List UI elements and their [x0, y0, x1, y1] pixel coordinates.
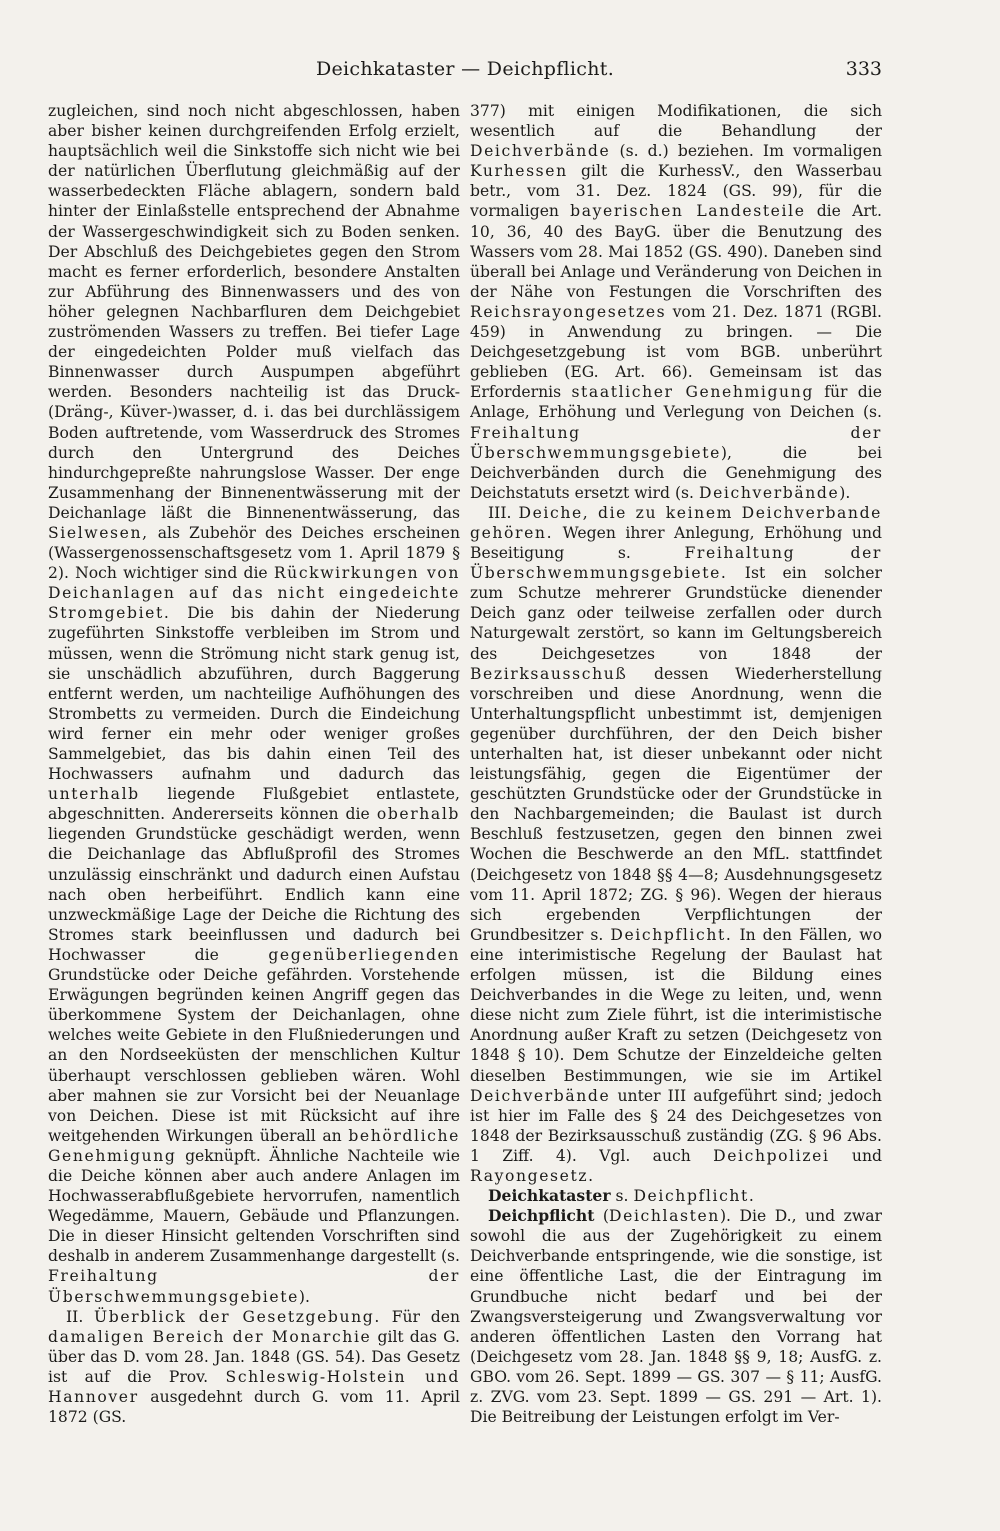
spaced-term: Deichverbände: [470, 142, 611, 161]
text-run: Für den: [391, 1307, 460, 1326]
spaced-term: unterhalb: [48, 785, 140, 804]
text-run: In den Fällen, wo eine interimistische Regelung der Baulast hat erfolgen müssen, ist die Bildung eines Deichverbandes in die Wege zu leiten, und, wenn diese nicht zum Ziele führt, ist die interimistische Anordnung außer Kraft zu setzen (Deichgesetz von 1848 § 10). Dem Schutze der Einzeldeiche gelten dieselben Bestimmungen, wie sie im Artikel: [470, 925, 882, 1085]
text-run: für die Anlage, Erhöhung und Verlegung von Deichen (s.: [470, 383, 882, 422]
paragraph-deich-effects: [48, 101, 460, 1307]
text-run: (: [602, 1207, 610, 1226]
text-run: unter III aufgeführt sind; jedoch ist hier im Falle des § 24 des Deichgesetzes von 1848 der Bezirksausschuß zuständig (ZG. § 96 Abs. 1 Ziff. 4). Vgl. auch: [470, 1086, 882, 1165]
spaced-term: behördliche Genehmigung: [48, 1126, 460, 1165]
section-number: II.: [66, 1307, 84, 1326]
text-run: ), die bei Deichverbänden durch die Genehmigung des Deichstatuts ersetzt wird (s.: [470, 443, 882, 502]
text-run: ).: [298, 1287, 310, 1306]
section-heading: Überblick der Gesetzgebung.: [94, 1307, 381, 1326]
text-run: Grundstücke oder Deiche gefährden. Vorstehende Erwägungen begründen keinen Angriff gegen das überkommene System der Deichanlagen, ohne welches weite Gebiete in den Flußniederungen und an den Nordseeküsten der menschlichen Kultur überhaupt verschlossen geblieben wären. Wohl aber mahnen sie zur Vorsicht bei der Neuanlage von Deichen. Diese ist mit Rücksicht auf ihre weitgehenden Wirkungen überall an: [48, 966, 460, 1145]
page-number: 333: [845, 58, 882, 80]
paragraph-legislation-cont: [470, 101, 882, 503]
spaced-term: Rayongesetz.: [470, 1166, 595, 1185]
spaced-term: Freihaltung der Überschwemmungsgebiete: [470, 423, 882, 462]
text-run: gilt die KurhessV., den Wasserbau betr., vom 31. Dez. 1824 (GS. 99), für die vormaligen: [470, 162, 882, 221]
spaced-term: Deichpflicht.: [610, 925, 733, 944]
paragraph-section-ii: [48, 1307, 460, 1428]
spaced-term: Freihaltung der Überschwemmungsgebiete: [48, 1267, 460, 1306]
text-run: zugleichen, sind noch nicht abgeschlossen, haben aber bisher keinen durchgreifenden Erfolg erzielt, hauptsächlich weil die Sinkstoffe sich nicht wie bei der natürlichen Überflutung gleichmäßig auf der wasserbedeckten Fläche ablagern, sondern bald hinter der Einlaßstelle entsprechend der Abnahme der Wassergeschwindigkeit sich zu Boden senken. Der Abschluß des Deichgebietes gegen den Strom macht es ferner erforderlich, besondere Anstalten zur Abführung des Binnenwassers und des von höher gelegnen Nachbarfluren dem Deichgebiet zuströmenden Wassers zu treffen. Bei tiefer Lage der eingedeichten Polder muß vielfach das Binnenwasser durch Auspumpen abgeführt werden. Besonders nachteilig ist das Druck- (Dräng-, Küver-)wasser, d. i. das bei durchlässigem Boden auftretende, vom Wasserdruck des Stromes durch den Untergrund des Deiches hindurchgepreßte nahrungslose Wasser. Der enge Zusammenhang der Binnenentwässerung mit der Deichanlage läßt die Binnenentwässerung, das: [48, 102, 460, 522]
text-run: gilt das G. über das D. vom 28. Jan. 1848 (GS. 54). Das Gesetz ist auf die Prov.: [48, 1327, 460, 1386]
running-head: Deichkataster — Deichpflicht.: [315, 58, 615, 80]
spaced-term: Deichverbände: [698, 483, 840, 502]
text-run: s.: [615, 1187, 629, 1206]
right-column: [470, 101, 882, 1481]
spaced-term: damaligen Bereich der Monarchie: [48, 1327, 372, 1346]
text-run: dessen Wiederherstellung vorschreiben und diese Anordnung, wenn die Unterhaltungspflicht unbestimmt ist, demjenigen gegenüber durchführen, der den Deich bisher unterhalten hat, ist dieser unbekannt oder nicht leistungsfähig, gegen die Eigentümer der geschützten Grundstücke oder der Grundstücke in den Nachbargemeinden; die Baulast ist durch Beschluß festzusetzen, gegen den binnen zwei Wochen die Beschwerde an den MfL. stattfindet (Deichgesetz von 1848 §§ 4—8; Ausdehnungsgesetz vom 11. April 1872; ZG. § 96). Wegen der hieraus sich ergebenden Verpflichtungen der Grundbesitzer s.: [470, 664, 882, 944]
spaced-term: bayerischen Landesteile: [570, 202, 806, 221]
spaced-term: gegenüberliegenden: [268, 945, 460, 964]
text-run: geknüpft. Ähnliche Nachteile wie die Deiche können aber auch andere Anlagen im Hochwasserabflußgebiete hervorrufen, namentlich Wegedämme, Mauern, Gebäude und Pflanzungen. Die in dieser Hinsicht geltenden Vorschriften sind deshalb in anderem Zusammenhange dargestellt (s.: [48, 1146, 460, 1266]
text-run: ). Die D., und zwar sowohl die aus der Zugehörigkeit zu einem Deichverbande entspringende, wie die sonstige, ist eine öffentliche Last, die der Eintragung im Grundbuche nicht bedarf und bei der Zwangsversteigerung und Zwangsverwaltung vor anderen öffentlichen Lasten den Vorrang hat (Deichgesetz vom 28. Jan. 1848 §§ 9, 18; AusfG. z. GBO. vom 26. Sept. 1899 — GS. 307 — § 11; AusfG. z. ZVG. vom 23. Sept. 1899 — GS. 291 — Art. 1). Die Beitreibung der Leistungen erfolgt im Ver-: [470, 1207, 882, 1427]
entry-headword: Deichkataster: [488, 1186, 611, 1206]
page-header: [48, 58, 882, 88]
text-run: und: [851, 1146, 882, 1165]
text-run: 377) mit einigen Modifikationen, die sich wesentlich auf die Behandlung der: [470, 102, 882, 141]
spaced-term: Freihaltung der Überschwemmungsgebiete.: [470, 544, 882, 583]
text-run: vom 21. Dez. 1871 (RGBl. 459) in Anwendung zu bringen. — Die Deichgesetzgebung ist vom BGB. unberührt geblieben (EG. Art. 66). Gemeinsam ist das Erfordernis: [470, 302, 882, 402]
spaced-term: staatlicher Genehmigung: [571, 383, 814, 402]
paragraph-section-iii: [470, 503, 882, 1186]
entry-headword: Deichpflicht: [488, 1206, 595, 1226]
spaced-term: oberhalb: [376, 805, 460, 824]
spaced-term: Bezirksausschuß: [470, 664, 628, 683]
text-run: liegende Flußgebiet entlastete, abgeschnitten. Andererseits können die: [48, 785, 460, 824]
spaced-term: Reichsrayongesetzes: [470, 302, 667, 321]
entry-deichpflicht: [470, 1206, 882, 1427]
section-heading: Deiche, die zu keinem Deichverbande gehören.: [470, 503, 882, 542]
spaced-term: Kurhessen: [470, 162, 568, 181]
spaced-term: Deichlasten: [609, 1207, 720, 1226]
text-run: Wegen ihrer Anlegung, Erhöhung und Beseitigung s.: [470, 523, 882, 563]
text-run: ausgedehnt durch G. vom 11. April 1872 (GS.: [48, 1388, 460, 1427]
text-run: als Zubehör des Deiches erscheinen (Wassergenossenschaftsgesetz vom 1. April 1879 § 2). Noch wichtiger sind die: [48, 523, 460, 583]
text-run: liegenden Grundstücke geschädigt werden, wenn die Deichanlage das Abflußprofil des Stromes unzulässig einschränkt und dadurch einen Aufstau nach oben herbeiführt. Endlich kann eine unzweckmäßige Lage der Deiche die Richtung des Stromes stark beeinflussen und dadurch bei Hochwasser die: [48, 825, 460, 964]
section-number: III.: [488, 503, 512, 522]
spaced-term: Deichverbände: [470, 1086, 611, 1105]
cross-reference: Deichpflicht.: [633, 1187, 756, 1206]
spaced-term: Sielwesen,: [48, 523, 149, 542]
text-run: (s. d.) beziehen. Im vormaligen: [619, 142, 882, 161]
spaced-term: Schleswig-Holstein und Hannover: [48, 1367, 460, 1406]
text-run: ).: [839, 483, 851, 502]
entry-deichkataster: [470, 1186, 882, 1206]
text-run: die Art. 10, 36, 40 des BayG. über die Benutzung des Wassers vom 28. Mai 1852 (GS. 490). Daneben sind überall bei Anlage und Veränderung von Deichen in der Nähe von Festungen die Vorschriften des: [470, 202, 882, 301]
text-run: Die bis dahin der Niederung zugeführten Sinkstoffe verbleiben im Strom und müssen, wenn die Strömung nicht stark genug ist, sie unschädlich abzuführen, durch Baggerung entfernt werden, um nachteilige Aufhöhungen des Strombetts zu vermeiden. Durch die Eindeichung wird ferner ein mehr oder weniger großes Sammelgebiet, das bis dahin einen Teil des Hochwassers aufnahm und dadurch das: [48, 604, 460, 784]
text-run: Ist ein solcher zum Schutze mehrerer Grundstücke dienender Deich ganz oder teilweise zerfallen oder durch Naturgewalt zerstört, so kann im Geltungsbereich des Deichgesetzes von 1848 der: [470, 564, 882, 663]
spaced-term: Deichpolizei: [713, 1146, 830, 1165]
spaced-term: Rückwirkungen von Deichanlagen auf das nicht eingedeichte Stromgebiet.: [48, 564, 460, 623]
left-column: [48, 101, 460, 1481]
